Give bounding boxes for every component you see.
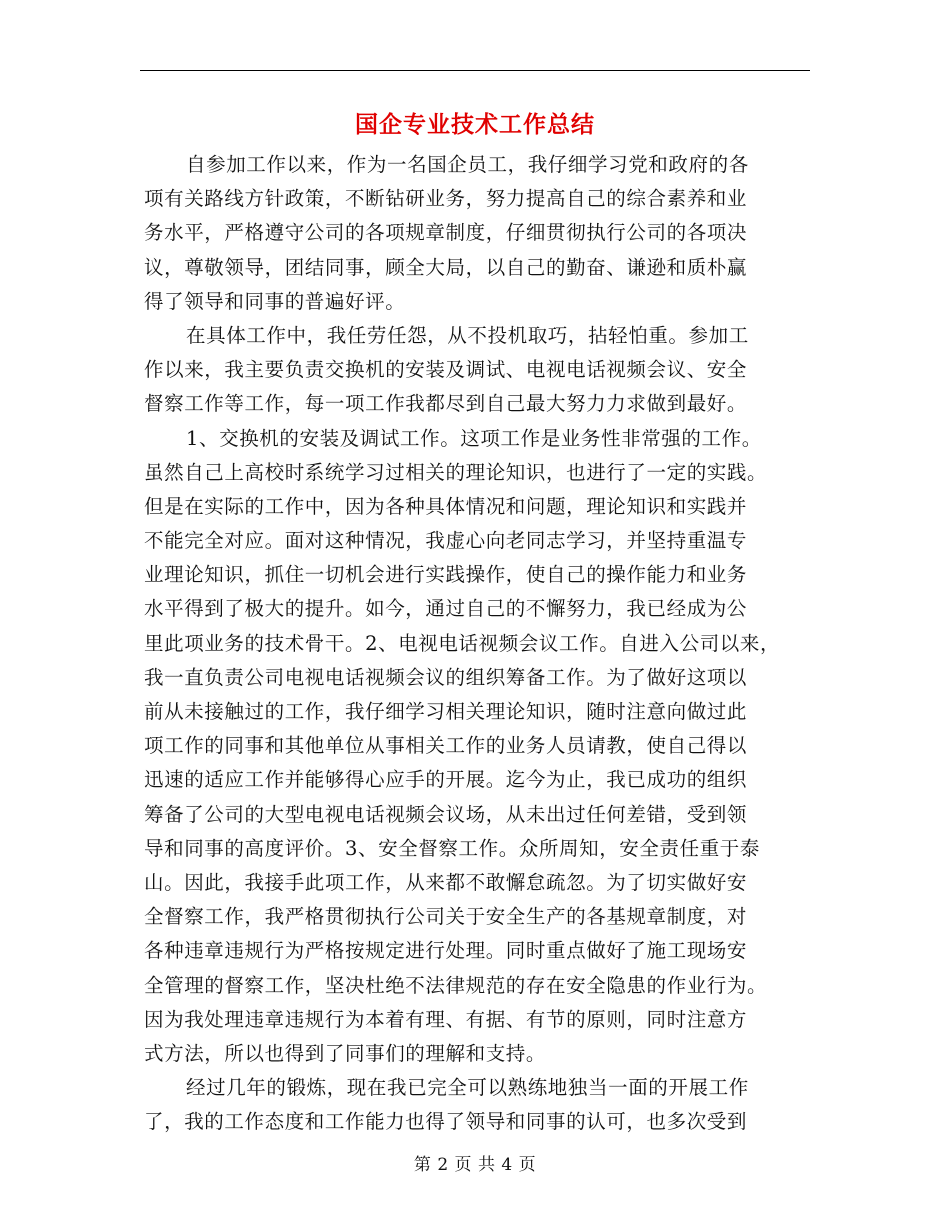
paragraph-line: 项有关路线方针政策，不断钻研业务，努力提高自己的综合素养和业 — [144, 187, 748, 211]
document-title: 国企专业技术工作总结 — [355, 111, 595, 138]
paragraph-line: 全督察工作，我严格贯彻执行公司关于安全生产的各基规章制度，对 — [144, 905, 748, 929]
paragraph-line: 督察工作等工作，每一项工作我都尽到自己最大努力力求做到最好。 — [144, 392, 748, 416]
header-rule — [140, 70, 810, 71]
paragraph-line: 项工作的同事和其他单位从事相关工作的业务人员请教，使自己得以 — [144, 734, 748, 758]
paragraph-line: 议，尊敬领导，团结同事，顾全大局，以自己的勤奋、谦逊和质朴赢 — [144, 255, 748, 279]
paragraph-line: 不能完全对应。面对这种情况，我虚心向老同志学习，并坚持重温专 — [144, 529, 748, 553]
paragraph-line: 经过几年的锻炼，现在我已完全可以熟练地独当一面的开展工作 — [186, 1076, 749, 1100]
paragraph-line: 导和同事的高度评价。3、安全督察工作。众所周知，安全责任重于泰 — [144, 836, 761, 860]
paragraph-line: 在具体工作中，我任劳任怨，从不投机取巧，拈轻怕重。参加工 — [186, 323, 749, 347]
paragraph-line: 筹备了公司的大型电视电话视频会议场，从未出过任何差错，受到领 — [144, 802, 748, 826]
paragraph-line: 我一直负责公司电视电话视频会议的组织筹备工作。为了做好这项以 — [144, 665, 748, 689]
paragraph-line: 得了领导和同事的普遍好评。 — [144, 289, 406, 313]
paragraph-line: 各种违章违规行为严格按规定进行处理。同时重点做好了施工现场安 — [144, 939, 748, 963]
paragraph-line: 山。因此，我接手此项工作，从来都不敢懈怠疏忽。为了切实做好安 — [144, 870, 748, 894]
page-number: 第 2 页 共 4 页 — [413, 1155, 537, 1175]
paragraph-line: 业理论知识，抓住一切机会进行实践操作，使自己的操作能力和业务 — [144, 563, 748, 587]
paragraph-line: 迅速的适应工作并能够得心应手的开展。迄今为止，我已成功的组织 — [144, 768, 748, 792]
paragraph-line: 但是在实际的工作中，因为各种具体情况和问题，理论知识和实践并 — [144, 494, 748, 518]
document-body — [144, 148, 812, 1139]
paragraph-line: 式方法，所以也得到了同事们的理解和支持。 — [144, 1041, 547, 1065]
paragraph-line: 自参加工作以来，作为一名国企员工，我仔细学习党和政府的各 — [186, 153, 749, 176]
paragraph-line: 前从未接触过的工作，我仔细学习相关理论知识，随时注意向做过此 — [144, 700, 748, 723]
paragraph-line: 作以来，我主要负责交换机的安装及调试、电视电话视频会议、安全 — [144, 358, 748, 382]
paragraph-line: 务水平，严格遵守公司的各项规章制度，仔细贯彻执行公司的各项决 — [144, 221, 748, 245]
paragraph-line: 全管理的督察工作，坚决杜绝不法律规范的存在安全隐患的作业行为。 — [144, 973, 768, 997]
paragraph-line: 水平得到了极大的提升。如今，通过自己的不懈努力，我已经成为公 — [144, 597, 748, 621]
paragraph-line: 虽然自己上高校时系统学习过相关的理论知识，也进行了一定的实践。 — [144, 460, 768, 484]
paragraph-line: 1、交换机的安装及调试工作。这项工作是业务性非常强的工作。 — [186, 426, 762, 450]
paragraph-line: 了，我的工作态度和工作能力也得了领导和同事的认可，也多次受到 — [144, 1110, 748, 1134]
paragraph-line: 因为我处理违章违规行为本着有理、有据、有节的原则，同时注意方 — [144, 1007, 748, 1031]
paragraph-line: 里此项业务的技术骨干。2、电视电话视频会议工作。自进入公司以来， — [144, 631, 781, 655]
